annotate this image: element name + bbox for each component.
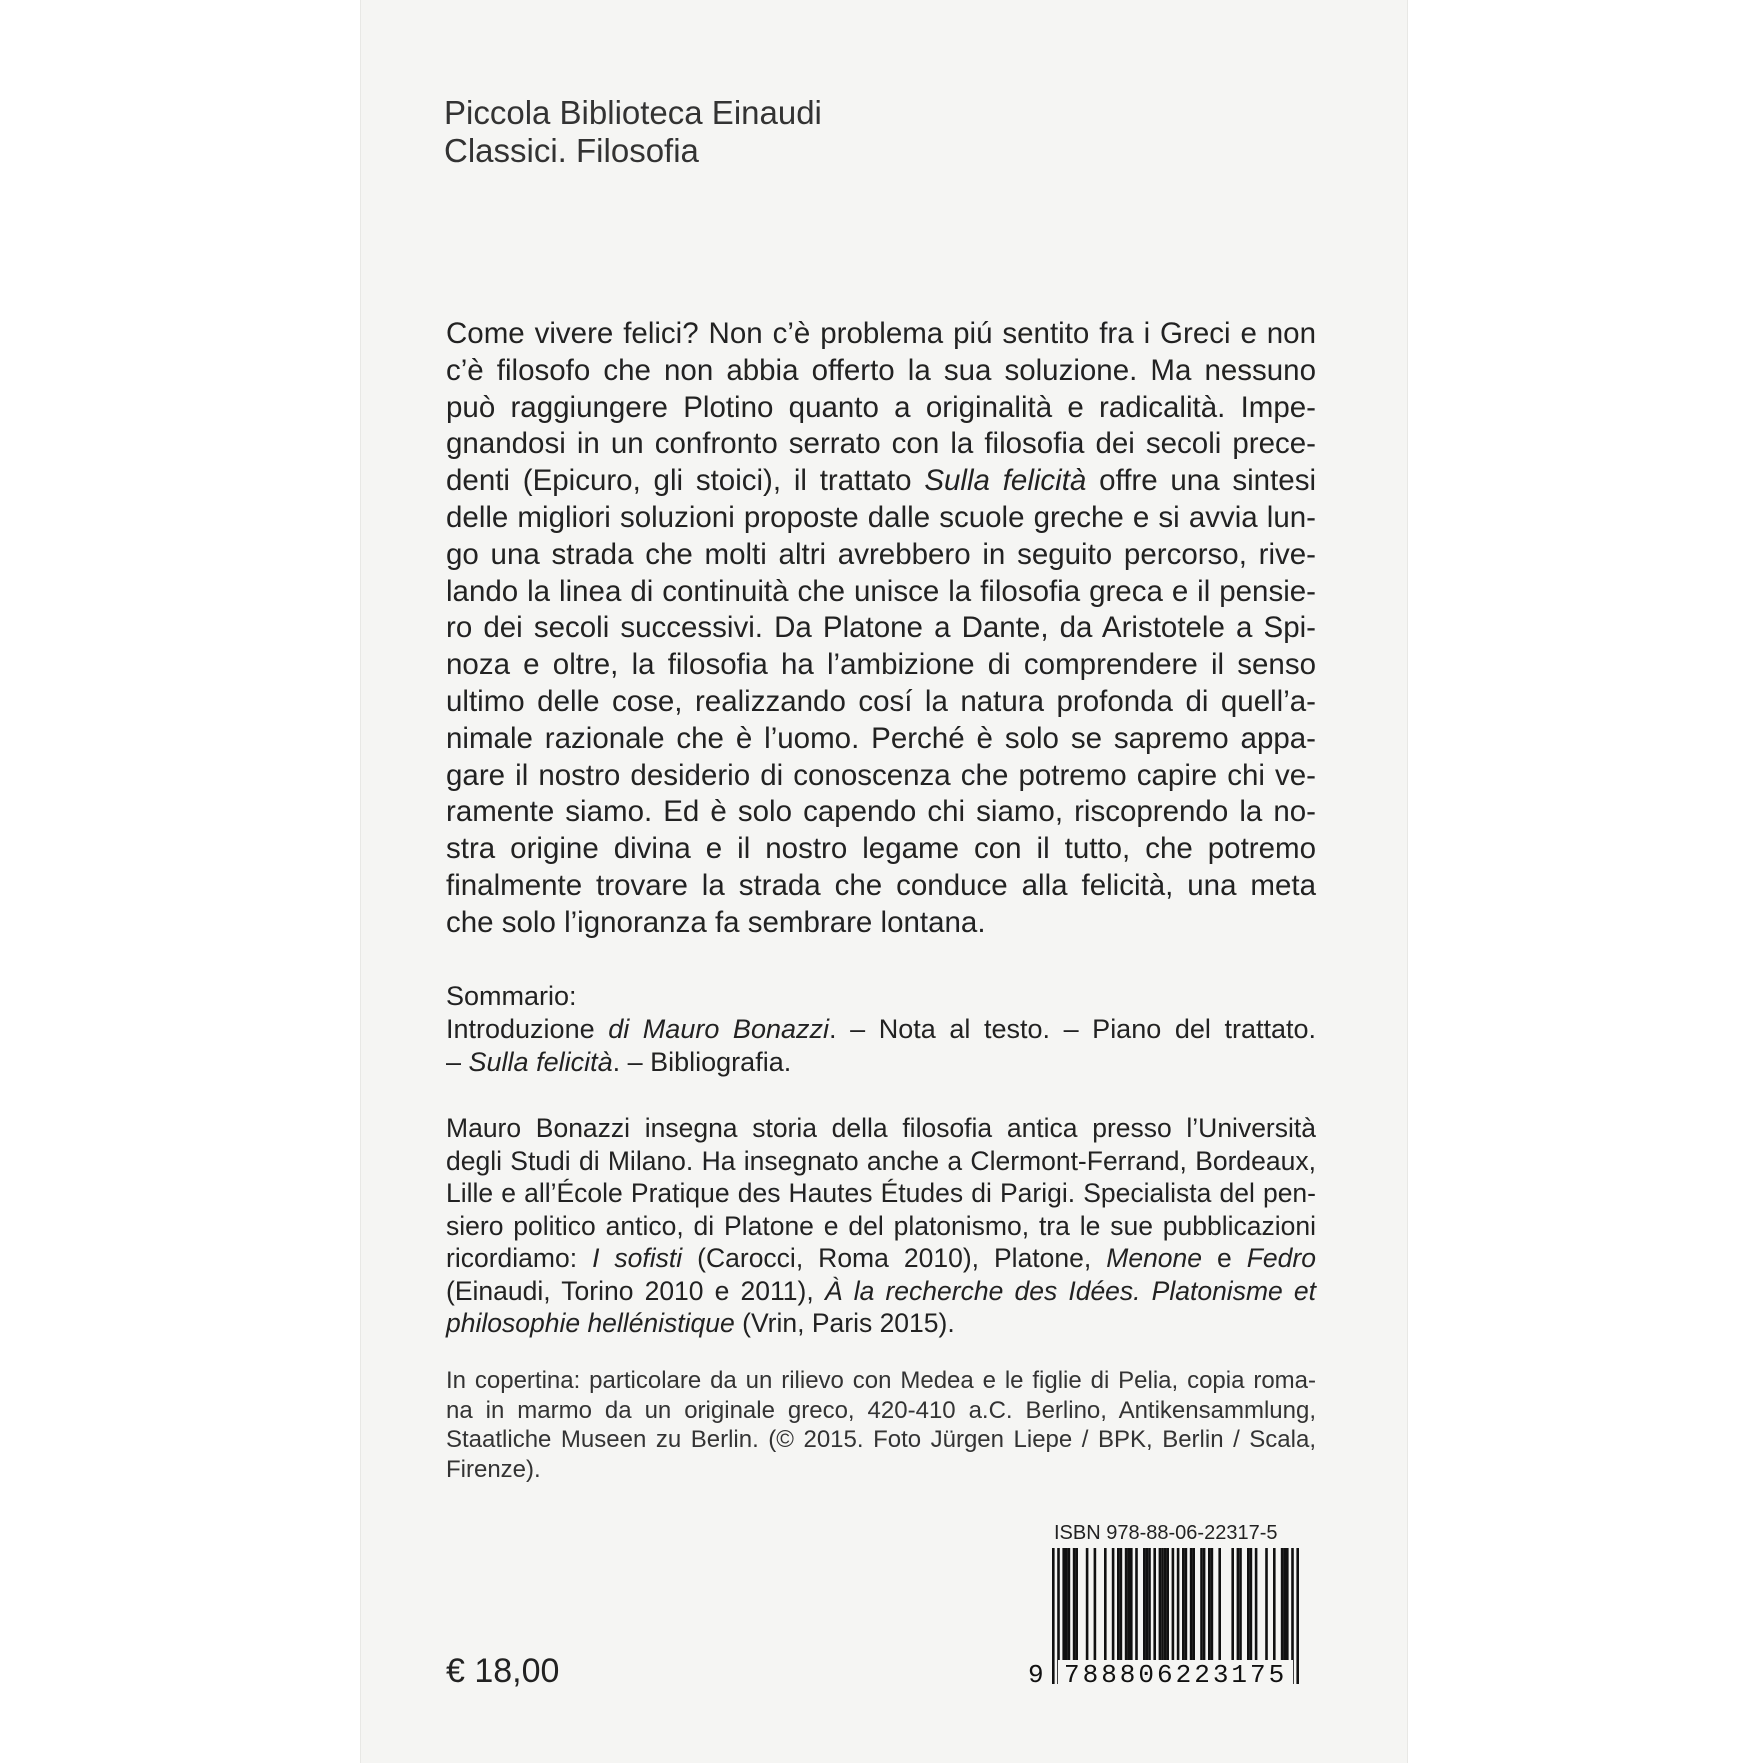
bio-title-italic: Menone	[1106, 1243, 1203, 1273]
toc-title-italic: Sulla felicità	[468, 1047, 613, 1077]
credit-line: Firenze).	[446, 1455, 541, 1483]
barcode-bar	[1104, 1548, 1107, 1660]
toc-text: . – Nota al testo. – Piano del trattato.	[829, 1014, 1317, 1044]
toc-author-italic: di Mauro Bonazzi	[608, 1014, 829, 1044]
blurb-line: ramente siamo. Ed è solo capendo chi siamo, riscoprendo la no-	[446, 795, 1316, 829]
barcode-bar	[1182, 1548, 1185, 1660]
barcode-bar	[1247, 1548, 1250, 1660]
blurb-line: lando la linea di continuità che unisce la filosofia greca e il pensie-	[446, 574, 1316, 608]
blurb-line: c’è filosofo che non abbia offerto la sua soluzione. Ma nessuno	[446, 353, 1316, 387]
bio-line: Mauro Bonazzi insegna storia della filosofia antica presso l’Università	[446, 1113, 1316, 1143]
barcode-bar	[1130, 1548, 1133, 1660]
barcode-bar	[1265, 1548, 1268, 1660]
bio-title-italic: I sofisti	[592, 1243, 683, 1273]
series-name: Piccola Biblioteca Einaudi	[444, 94, 822, 131]
price: € 18,00	[446, 1652, 560, 1690]
barcode-bar	[1185, 1548, 1188, 1660]
blurb-line: go una strada che molti altri avrebbero in seguito percorso, rive-	[446, 537, 1316, 571]
blurb-line: stra origine divina e il nostro legame con il tutto, che potremo	[446, 832, 1316, 866]
isbn-label: ISBN 978-88-06-22317-5	[1054, 1522, 1278, 1544]
blurb-line: nimale razionale che è l’uomo. Perché è solo se sapremo appa-	[446, 721, 1316, 755]
barcode-bar	[1239, 1548, 1242, 1660]
bio-line	[446, 1275, 1316, 1308]
bio-text: (Vrin, Paris 2015).	[734, 1308, 955, 1338]
blurb-line: noza e oltre, la filosofia ha l’ambizione di comprendere il senso	[446, 648, 1316, 682]
series-category: Classici. Filosofia	[444, 132, 699, 169]
series-title	[444, 94, 822, 170]
barcode-bar	[1211, 1548, 1214, 1660]
barcode-bar	[1286, 1548, 1289, 1660]
barcode-bar	[1296, 1548, 1299, 1684]
barcode-bar	[1231, 1548, 1234, 1660]
blurb-line	[446, 463, 1316, 500]
barcode-bar	[1273, 1548, 1276, 1660]
barcode-bar	[1143, 1548, 1146, 1660]
bio-text: (Einaudi, Torino 2010 e 2011),	[446, 1275, 825, 1306]
barcode-bar	[1068, 1548, 1071, 1660]
table-of-contents	[446, 980, 1316, 1079]
barcode-bar	[1153, 1548, 1156, 1660]
barcode-bar	[1146, 1548, 1149, 1660]
barcode-bar	[1065, 1548, 1068, 1660]
blurb-line: ro dei secoli successivi. Da Platone a Dante, da Aristotele a Spi-	[446, 611, 1316, 645]
barcode-bar	[1052, 1548, 1055, 1684]
barcode-bar	[1125, 1548, 1128, 1660]
blurb-line: ultimo delle cose, realizzando cosí la natura profonda di quell’a-	[446, 684, 1316, 718]
barcode-bar	[1218, 1548, 1221, 1660]
barcode-bar	[1062, 1548, 1065, 1660]
barcode-bar	[1190, 1548, 1193, 1660]
barcode-bar	[1255, 1548, 1258, 1660]
bio-line: siero politico antico, di Platone e del platonismo, tra le sue pubblicazioni	[446, 1210, 1316, 1241]
barcode-bar	[1281, 1548, 1284, 1660]
barcode-bar	[1127, 1548, 1130, 1660]
toc-heading: Sommario:	[446, 981, 577, 1011]
barcode-bar	[1075, 1548, 1078, 1660]
bio-text: ricordiamo:	[446, 1243, 593, 1273]
barcode-first-digit: 9	[1028, 1660, 1047, 1690]
bio-title-italic: À la recherche des Idées. Platonisme et	[824, 1275, 1317, 1306]
blurb-line: che solo l’ignoranza fa sembrare lontana.	[446, 905, 986, 939]
barcode-bar	[1117, 1548, 1120, 1660]
barcode-bar	[1159, 1548, 1162, 1660]
bio-title-italic: Fedro	[1246, 1243, 1316, 1273]
bio-text: (Carocci, Roma 2010), Platone,	[682, 1243, 1107, 1273]
blurb-line: può raggiungere Plotino quanto a originalità e radicalità. Impe-	[446, 390, 1316, 424]
toc-line	[446, 1046, 1316, 1079]
blurb-text: denti (Epicuro, gli stoici), il trattato	[446, 464, 925, 498]
barcode-bar	[1164, 1548, 1167, 1660]
blurb-line: gnandosi in un confronto serrato con la filosofia dei secoli prece-	[446, 427, 1316, 461]
blurb-paragraph	[446, 316, 1316, 942]
blurb-line: delle migliori soluzioni proposte dalle scuole greche e si avvia lun-	[446, 500, 1316, 534]
barcode-bar	[1200, 1548, 1203, 1660]
blurb-line: gare il nostro desiderio di conoscenza che potremo capire chi ve-	[446, 758, 1316, 792]
cover-credit	[446, 1366, 1316, 1484]
book-title-italic: Sulla felicità	[924, 464, 1087, 498]
barcode-bar	[1112, 1548, 1115, 1660]
barcode-bar	[1135, 1548, 1138, 1660]
blurb-text: offre una sintesi	[1086, 464, 1316, 498]
barcode-bar	[1166, 1548, 1169, 1660]
bio-line: degli Studi di Milano. Ha insegnato anche a Clermont-Ferrand, Bordeaux,	[446, 1145, 1316, 1176]
bio-title-italic: philosophie hellénistique	[446, 1308, 735, 1338]
barcode-bar	[1208, 1548, 1211, 1660]
barcode-bar	[1161, 1548, 1164, 1660]
blurb-line: finalmente trovare la strada che conduce alla felicità, una meta	[446, 868, 1316, 902]
barcode-bar	[1148, 1548, 1151, 1660]
bio-text: e	[1202, 1243, 1247, 1273]
barcode-bar	[1237, 1548, 1240, 1660]
credit-line: Staatliche Museen zu Berlin. (© 2015. Foto Jürgen Liepe / BPK, Berlin / Scala,	[446, 1426, 1316, 1453]
toc-text: Introduzione	[446, 1014, 609, 1044]
bio-line: Lille e all’École Pratique des Hautes Études di Parigi. Specialista del pen-	[446, 1178, 1316, 1208]
barcode-bar	[1250, 1548, 1253, 1660]
barcode-bar	[1120, 1548, 1123, 1660]
blurb-line: Come vivere felici? Non c’è problema piú sentito fra i Greci e non	[446, 317, 1316, 350]
bio-line	[446, 1242, 1316, 1275]
toc-line	[446, 1013, 1316, 1046]
credit-line: na in marmo da un originale greco, 420-410 a.C. Berlino, Antikensammlung,	[446, 1396, 1316, 1424]
author-bio	[446, 1112, 1316, 1340]
barcode-digits: 788806223175	[1058, 1660, 1293, 1690]
barcode-bar	[1192, 1548, 1195, 1660]
bio-line	[446, 1307, 1316, 1340]
barcode-bar	[1073, 1548, 1076, 1660]
barcode-bar	[1283, 1548, 1286, 1660]
credit-line: In copertina: particolare da un rilievo con Medea e le figlie di Pelia, copia roma-	[446, 1367, 1316, 1394]
toc-text: –	[446, 1047, 469, 1077]
toc-text: . – Bibliografia.	[612, 1047, 792, 1077]
barcode-bar	[1203, 1548, 1206, 1660]
barcode-bar	[1094, 1548, 1097, 1660]
barcode-bar	[1086, 1548, 1089, 1660]
